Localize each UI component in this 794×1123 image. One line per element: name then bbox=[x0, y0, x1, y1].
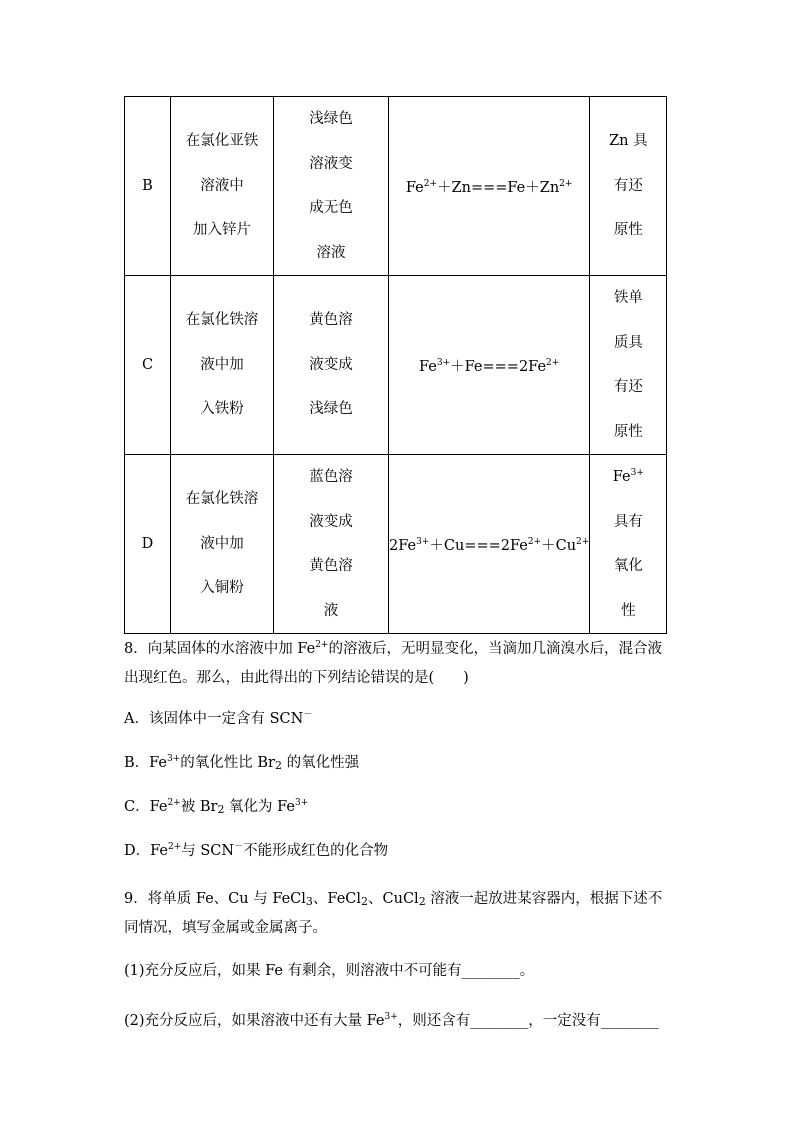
cell-line: 成无色 bbox=[309, 200, 353, 216]
equation-cell bbox=[389, 455, 590, 634]
option-text: D．Fe bbox=[124, 843, 168, 859]
cell-line: 加入锌片 bbox=[193, 222, 251, 239]
question-8-stem bbox=[124, 635, 676, 693]
option-text: 氧化为 Fe bbox=[224, 799, 296, 815]
cell-line: 液变成 bbox=[309, 513, 353, 530]
q9-text: 9．将单质 Fe、Cu 与 FeCl bbox=[124, 891, 306, 907]
option-sup: 3+ bbox=[295, 798, 309, 808]
cell-line: 入铜粉 bbox=[200, 580, 244, 597]
table-row bbox=[125, 276, 667, 455]
cell-line: 在氯化铁溶 bbox=[185, 491, 259, 508]
cell-line: 蓝色溶 bbox=[309, 469, 353, 485]
cell-line: 溶液 bbox=[316, 244, 346, 261]
q8-text: 8．向某固体的水溶液中加 Fe bbox=[124, 641, 316, 657]
eq-part: Fe bbox=[405, 179, 424, 196]
eq-part: Fe＋Zn bbox=[507, 179, 560, 196]
eq-arrow: === bbox=[482, 358, 519, 375]
question-9-stem bbox=[124, 885, 676, 943]
option-sub: 2 bbox=[217, 803, 225, 816]
operation-cell bbox=[171, 455, 274, 634]
cell-line: Zn 具 bbox=[609, 133, 648, 150]
eq-part: 2Fe bbox=[389, 537, 417, 554]
q8-sup: 2+ bbox=[315, 640, 329, 650]
cell-line: 溶液变 bbox=[309, 155, 353, 172]
cell-line: 黄色溶 bbox=[309, 558, 353, 574]
eq-part: 2Fe bbox=[518, 358, 547, 375]
q9-sub: 3 bbox=[305, 895, 313, 908]
q9-sup: 3+ bbox=[384, 1012, 398, 1022]
option-text: B．Fe bbox=[124, 755, 168, 771]
conclusion-cell bbox=[590, 97, 667, 276]
q9-text: 、FeCl bbox=[312, 891, 362, 907]
ion-text: Fe bbox=[612, 469, 631, 485]
phenomenon-cell bbox=[274, 97, 389, 276]
equation-cell bbox=[389, 97, 590, 276]
option-sup: － bbox=[234, 842, 244, 852]
q9-text: 溶液一起放进某容器内，根据下述不同情况，填写金属或金属离子。 bbox=[124, 891, 663, 936]
phenomenon-cell bbox=[274, 276, 389, 455]
cell-line: 液 bbox=[323, 602, 339, 619]
cell-line: 在氯化亚铁 bbox=[185, 133, 259, 150]
cell-line: 液中加 bbox=[200, 535, 244, 552]
q9-part-2 bbox=[124, 1011, 676, 1031]
eq-arrow: === bbox=[470, 179, 508, 196]
q9-text: (2)充分反应后，如果溶液中还有大量 Fe bbox=[124, 1013, 385, 1029]
operation-cell bbox=[171, 276, 274, 455]
equation-cell bbox=[389, 276, 590, 455]
q8-text: 的溶液后，无明显变化，当滴加几滴溴水后，混合液出现红色。那么，由此得出的下列结论错误的是( ) bbox=[124, 641, 662, 686]
eq-part: Fe bbox=[419, 358, 437, 375]
cell-line: 有还 bbox=[613, 177, 643, 194]
cell-line: 浅绿色 bbox=[309, 111, 353, 127]
option-cell: C bbox=[125, 276, 171, 455]
option-sup: 2+ bbox=[167, 842, 182, 852]
eq-sup: 3+ bbox=[416, 536, 430, 547]
eq-part: ＋Cu bbox=[541, 537, 577, 554]
eq-part: ＋Cu bbox=[429, 537, 465, 554]
cell-line: 入铁粉 bbox=[200, 401, 244, 418]
option-text: 不能形成红色的化合物 bbox=[243, 843, 389, 859]
eq-sup: 2+ bbox=[527, 536, 542, 547]
eq-sup: 2+ bbox=[423, 178, 438, 189]
cell-line: 在氯化铁溶 bbox=[185, 312, 259, 329]
phenomenon-cell bbox=[274, 455, 389, 634]
eq-sup: 2+ bbox=[546, 357, 560, 368]
option-cell: B bbox=[125, 97, 171, 276]
option-sup: 3+ bbox=[167, 754, 181, 764]
cell-line: 有还 bbox=[613, 379, 643, 395]
conclusion-cell bbox=[590, 276, 667, 455]
cell-line: 黄色溶 bbox=[309, 312, 353, 329]
eq-part: 2Fe bbox=[500, 537, 528, 554]
cell-line bbox=[590, 455, 666, 500]
q8-option-c bbox=[124, 797, 676, 817]
experiment-table bbox=[124, 96, 667, 634]
cell-line: 浅绿色 bbox=[309, 401, 353, 418]
eq-part: ＋Fe bbox=[450, 358, 483, 375]
option-sup: － bbox=[303, 710, 313, 720]
cell-line: 氧化 bbox=[613, 558, 643, 574]
cell-line: 液中加 bbox=[200, 356, 244, 373]
option-text: 的氧化性比 Br bbox=[180, 755, 275, 771]
table-row bbox=[125, 455, 667, 634]
eq-sup: 2+ bbox=[559, 178, 573, 189]
operation-cell bbox=[171, 97, 274, 276]
cell-line: 具有 bbox=[613, 513, 643, 530]
cell-line: 原性 bbox=[613, 423, 643, 440]
cell-line: 溶液中 bbox=[200, 177, 244, 194]
eq-sup: 3+ bbox=[436, 357, 451, 368]
q9-text: ，则还含有________，一定没有________ bbox=[397, 1013, 659, 1029]
option-text: C．Fe bbox=[124, 799, 168, 815]
q8-option-a bbox=[124, 709, 676, 729]
q9-text: 、CuCl bbox=[368, 891, 419, 907]
q9-sub: 2 bbox=[418, 895, 426, 908]
option-text: 被 Br bbox=[180, 799, 218, 815]
cell-line: 液变成 bbox=[309, 356, 353, 373]
q9-sub: 2 bbox=[361, 895, 369, 908]
eq-sup: 2+ bbox=[576, 536, 590, 547]
cell-line: 原性 bbox=[613, 222, 643, 239]
option-cell: D bbox=[125, 455, 171, 634]
eq-arrow: === bbox=[464, 537, 501, 554]
option-text: 与 SCN bbox=[181, 843, 235, 859]
cell-line: 铁单 bbox=[613, 290, 643, 306]
option-sup: 2+ bbox=[167, 798, 181, 808]
q8-option-d bbox=[124, 841, 676, 861]
option-text: A．该固体中一定含有 SCN bbox=[124, 711, 304, 727]
conclusion-cell bbox=[590, 455, 667, 634]
table-row bbox=[125, 97, 667, 276]
option-sub: 2 bbox=[275, 759, 282, 772]
cell-line: 质具 bbox=[613, 334, 643, 351]
eq-part: ＋Zn bbox=[437, 179, 471, 196]
q8-option-b bbox=[124, 753, 676, 773]
q9-part-1: (1)充分反应后，如果 Fe 有剩余，则溶液中不可能有________。 bbox=[124, 963, 535, 979]
option-text: 的氧化性强 bbox=[282, 755, 360, 771]
ion-sup: 3+ bbox=[630, 468, 644, 478]
cell-line: 性 bbox=[621, 602, 636, 619]
